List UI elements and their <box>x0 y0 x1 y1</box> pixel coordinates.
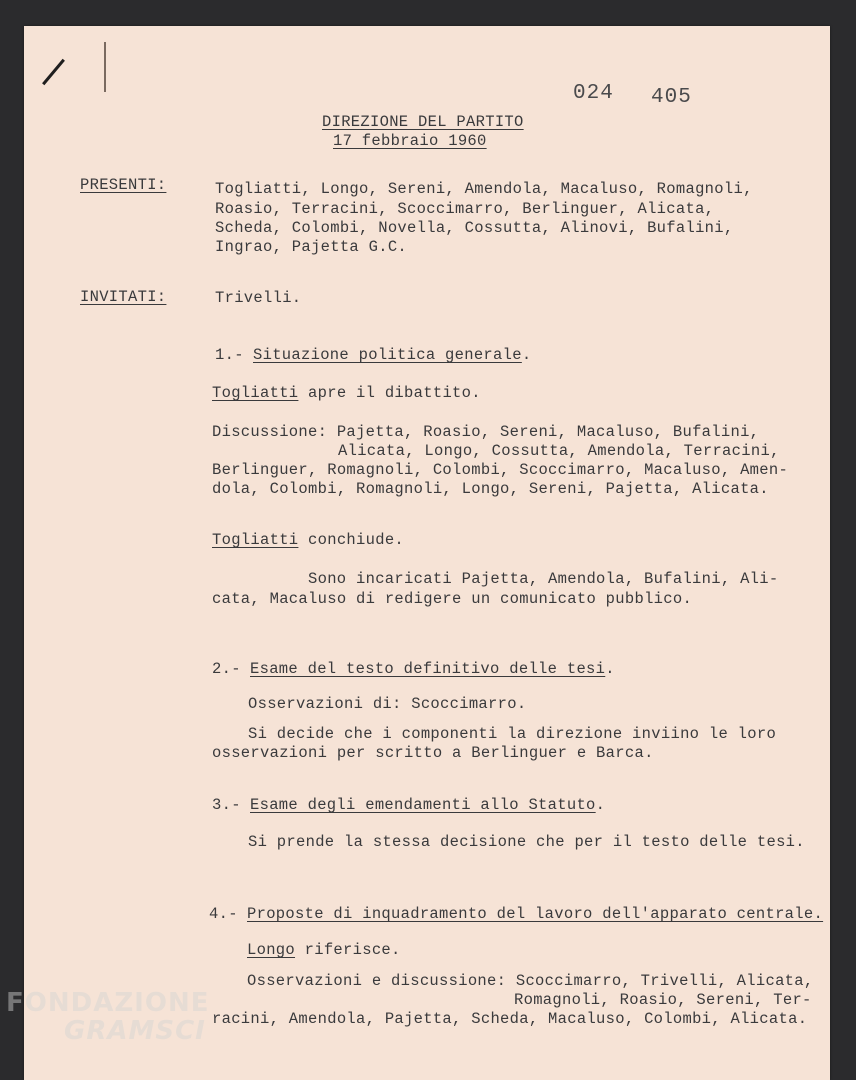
item2-decision-line: Si decide che i componenti la direzione inviino le loro <box>248 725 777 743</box>
item4-title: Proposte di inquadramento del lavoro dell'apparato centrale. <box>247 905 824 923</box>
item1-title: Situazione politica generale <box>253 346 522 364</box>
item4-discussion-line: racini, Amendola, Pajetta, Scheda, Macaluso, Colombi, Alicata. <box>212 1010 808 1028</box>
presenti-line: Togliatti, Longo, Sereni, Amendola, Macaluso, Romagnoli, <box>215 180 753 198</box>
item1-opener-name: Togliatti <box>212 384 299 402</box>
item1-title-end: . <box>521 346 532 364</box>
presenti-label: PRESENTI: <box>80 176 167 194</box>
item2-title-line <box>250 660 615 679</box>
item3-title-end: . <box>595 796 606 814</box>
item4-reporter-rest: riferisce. <box>295 941 401 959</box>
item2-observations: Osservazioni di: Scoccimarro. <box>248 695 527 713</box>
item1-discussion-line: dola, Colombi, Romagnoli, Longo, Sereni, Pajetta, Alicata. <box>212 480 769 498</box>
item4-discussion-line: Romagnoli, Roasio, Sereni, Ter- <box>514 991 812 1009</box>
item3-decision: Si prende la stessa decisione che per il testo delle tesi. <box>248 833 805 851</box>
item4-reporter <box>247 941 401 960</box>
item3-title-line <box>250 796 605 815</box>
item3-number: 3.- <box>212 796 241 814</box>
item1-discussion-line: Discussione: Pajetta, Roasio, Sereni, Macaluso, Bufalini, <box>212 423 760 441</box>
serial-number-right: 405 <box>651 86 692 109</box>
item3-title: Esame degli emendamenti allo Statuto <box>250 796 596 814</box>
item1-closer-rest: conchiude. <box>298 531 405 549</box>
document-date: 17 febbraio 1960 <box>333 132 487 150</box>
presenti-line: Ingrao, Pajetta G.C. <box>215 238 408 256</box>
item1-closer-name: Togliatti <box>212 531 299 549</box>
item1-number: 1.- <box>215 346 244 364</box>
item1-discussion-line: Berlinguer, Romagnoli, Colombi, Scoccimarro, Macaluso, Amen- <box>212 461 789 479</box>
watermark-line2: GRAMSCI <box>64 1016 206 1046</box>
item2-decision-line: osservazioni per scritto a Berlinguer e Barca. <box>212 744 654 762</box>
watermark-line1: FONDAZIONE <box>6 988 210 1018</box>
item1-discussion-line: Alicata, Longo, Cossutta, Amendola, Terracini, <box>338 442 780 460</box>
item1-assignment-line: cata, Macaluso di redigere un comunicato pubblico. <box>212 590 693 608</box>
pen-mark <box>104 42 106 92</box>
serial-number-left: 024 <box>573 82 614 105</box>
item1-closer <box>212 531 404 550</box>
item4-discussion-line: Osservazioni e discussione: Scoccimarro, Trivelli, Alicata, <box>247 972 814 990</box>
invitati-label: INVITATI: <box>80 288 167 306</box>
item2-number: 2.- <box>212 660 241 678</box>
item1-title-line <box>253 346 531 365</box>
item4-reporter-name: Longo <box>247 941 296 959</box>
item2-title-end: . <box>605 660 615 678</box>
presenti-line: Roasio, Terracini, Scoccimarro, Berlinguer, Alicata, <box>215 200 715 218</box>
item1-opener <box>212 384 481 403</box>
item4-number: 4.- <box>209 905 238 923</box>
item1-assignment-line: Sono incaricati Pajetta, Amendola, Bufalini, Ali- <box>308 570 779 588</box>
document-title: DIREZIONE DEL PARTITO <box>322 113 524 131</box>
presenti-line: Scheda, Colombi, Novella, Cossutta, Alinovi, Bufalini, <box>215 219 734 237</box>
item1-opener-rest: apre il dibattito. <box>298 384 481 402</box>
item2-title: Esame del testo definitivo delle tesi <box>250 660 606 678</box>
invitati-value: Trivelli. <box>215 289 302 307</box>
